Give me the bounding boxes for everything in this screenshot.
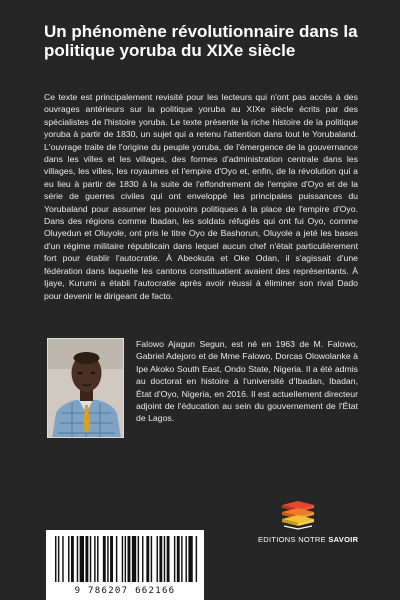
publisher-name-regular: EDITIONS NOTRE (258, 535, 329, 544)
book-title: Un phénomène révolutionnaire dans la politique yoruba du XIXe siècle (44, 22, 358, 60)
isbn-barcode (46, 530, 204, 600)
publisher-name-bold: SAVOIR (328, 535, 359, 544)
publisher-name (258, 535, 359, 544)
author-bio: Falowo Ajagun Segun, est né en 1963 de M. Falowo, Gabriel Adejoro et de Mme Falowo, Dorcas Olowolanke à Ipe Akoko South East, Ondo State, Nigeria. Il a été admis au doctorat en histoire à l'université d'Ibadan, Ibadan, État d'Oyo, Nigeria, en 2016. Il est actuellement directeur adjoint de l'éducation au sein du gouvernement de l'État de Lagos. (136, 339, 358, 424)
book-stack-logo-icon (278, 500, 318, 532)
publisher-logo (258, 500, 359, 544)
book-summary: Ce texte est principalement revisité pour les lecteurs qui n'ont pas accès à des ouvrages antérieurs sur la politique yoruba au XIXe siècle écrits par des spécialistes de l'histoire yoruba. Le texte présente la riche histoire de la politique yoruba à partir de 1830, un sujet qui a retenu l'attention dans tout le Yorubaland. L'ouvrage traite de l'origine du peuple yoruba, de l'émergence de la gouvernance dans les villes et les villages, des formes d'administration centrale dans les villages, les villes, les royaumes et l'empire d'Oyo et, enfin, de la révolution qui a eu lieu à partir de 1830 à la suite de l'effondrement de l'empire d'Oyo et de la série de guerres civiles qui ont enveloppé les principales puissances du Yorubaland pour assumer les pouvoirs politiques à la place de l'empire d'Oyo. Dans des régions comme Ibadan, les soldats réfugiés qui ont fui Oyo, comme Oluyedun et Oluyole, ont pris le titre Oyo de Bashorun, Oluyole a jeté les bases d'un régime militaire républicain dans lequel aucun chef n'était particulièrement fort pour établir l'autocratie. À Abeokuta et Oke Odan, il s'agissait d'une fédération dans laquelle les cantons constituatient avaient des représentants. À Ijaye, Kurumi a établi l'autocratie après avoir réussi à éliminer son rival Dado pour devenir le dirigeant de facto. (44, 92, 358, 301)
author-photo (47, 338, 124, 438)
isbn-digits: 9 786207 662166 (74, 586, 176, 596)
